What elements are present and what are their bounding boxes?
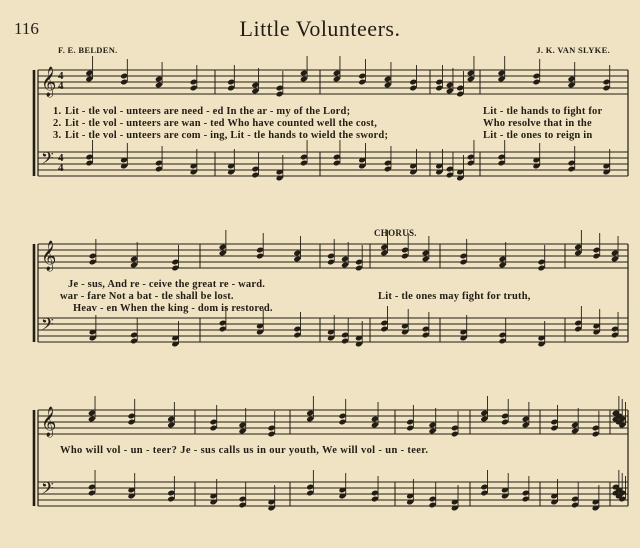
time-signature: 4 <box>58 162 64 174</box>
page-number: 116 <box>14 19 39 38</box>
bass-clef-icon: 𝄢 <box>41 314 54 338</box>
system2-verse-2: war - fare Not a bat - tle shall be lost. <box>60 291 234 302</box>
composer-credit: J. K. VAN SLYKE. <box>536 45 610 55</box>
time-signature: 4 <box>58 70 64 82</box>
verse-3-line: 3. Lit - tle vol - unteers are com - ing, Lit - tle hands to wield the sword; <box>53 130 389 141</box>
bass-clef-icon: 𝄢 <box>41 478 54 502</box>
system2-chorus: Lit - tle ones may fight for truth, <box>378 291 531 302</box>
treble-clef-icon: 𝄞 <box>41 407 57 437</box>
system2-verse-1: Je - sus, And re - ceive the great re - ward. <box>68 279 266 290</box>
lyricist-credit: F. E. BELDEN. <box>58 45 118 55</box>
time-signature: 4 <box>58 80 64 92</box>
bass-clef-icon: 𝄢 <box>41 148 54 172</box>
verse-2-continued: Who resolve that in the <box>483 118 592 129</box>
verse-1-line: 1. Lit - tle vol - unteers are need - ed In the ar - my of the Lord; <box>53 106 351 117</box>
verse-1-continued: Lit - tle hands to fight for <box>483 106 603 117</box>
hymn-title: Little Volunteers. <box>239 16 401 41</box>
treble-clef-icon: 𝄞 <box>41 241 57 271</box>
verse-2-line: 2. Lit - tle vol - unteers are wan - ted Who have counted well the cost, <box>53 118 378 129</box>
treble-clef-icon: 𝄞 <box>41 67 57 97</box>
chorus-label: CHORUS. <box>374 228 417 238</box>
system3-chorus: Who will vol - un - teer? Je - sus calls us in our youth, We will vol - un - teer. <box>60 445 429 456</box>
time-signature: 4 <box>58 152 64 164</box>
system2-verse-3: Heav - en When the king - dom is restored. <box>73 303 273 314</box>
verse-3-continued: Lit - tle ones to reign in <box>483 130 593 141</box>
